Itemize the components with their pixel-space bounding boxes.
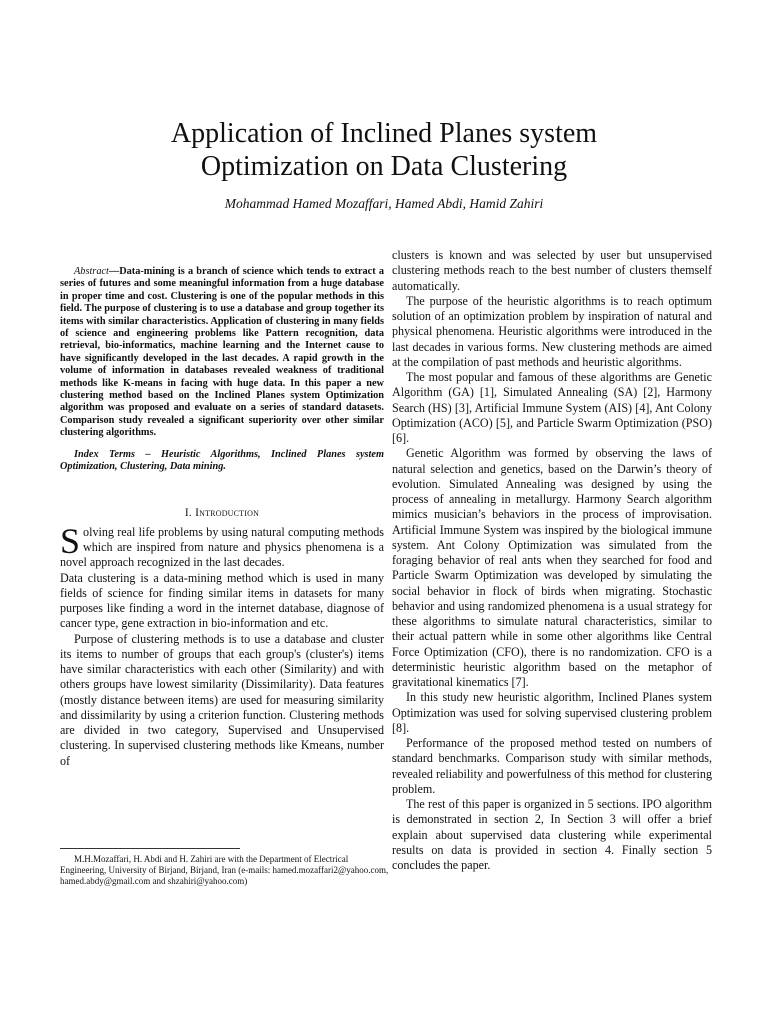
author-list: Mohammad Hamed Mozaffari, Hamed Abdi, Hamid Zahiri xyxy=(224,196,544,211)
intro-paragraph-1-text: olving real life problems by using natural computing methods which are inspired from nature and physics phenomena is a novel approach recognized in the last decades. xyxy=(60,524,384,570)
abstract xyxy=(60,266,384,440)
abstract-label: Abstract xyxy=(74,266,109,277)
right-paragraph-6: Performance of the proposed method tested on numbers of standard benchmarks. Comparison study with similar methods, revealed reliability and powerfulness of this method for clustering problem. xyxy=(392,736,712,796)
right-paragraph-2: The purpose of the heuristic algorithms is to reach optimum solution of an optimization problem by inspiration of natural and physical phenomena. Heuristic algorithms were introduced in the last decades in various forms. New clustering methods are aimed at the compilation of past methods and heuristic algorithms. xyxy=(392,293,712,369)
intro-paragraph-1 xyxy=(60,520,384,571)
index-terms: Index Terms – Heuristic Algorithms, Inclined Planes system Optimization, Clustering, Data mining. xyxy=(60,448,384,473)
intro-paragraph-2: Data clustering is a data-mining method which is used in many fields of science for finding similar items in datasets for many purposes like finding a word in the internet database, diagnose of cancer type, gene extraction in bio-information and etc. xyxy=(60,570,384,631)
footnote-divider xyxy=(60,848,240,849)
title-line-2: Optimization on Data Clustering xyxy=(200,151,568,182)
right-paragraph-4: Genetic Algorithm was formed by observing the laws of natural selection and genetics, based on the Darwin’s theory of evolution. Simulated Annealing was designed by using the process of annealing in metallurgy. Harmony Search algorithm mimics musician’s behaviors in the process of improvisation. Artificial Immune System was inspired by the biological immune system. Ant Colony Optimization was simulated from the foraging behavior of real ants when they searched for food and Particle Swarm Optimization was developed by simulating the social behavior in flock of birds when migrating. Stochastic behavior and using randomized phenomena is a usual strategy for these algorithms to simulate natural characteristics, similar to their actual pattern while in some other algorithms like Central Force Optimization (CFO), there is no randomization. CFO is a deterministic heuristic algorithm based on the metaphor of gravitational kinematics [7]. xyxy=(392,446,712,689)
title-line-1: Application of Inclined Planes system xyxy=(170,118,598,149)
right-paragraph-5: In this study new heuristic algorithm, Inclined Planes system Optimization was used for solving supervised clustering problem [8]. xyxy=(392,690,712,735)
drop-cap: S xyxy=(60,520,81,561)
author-footnote: M.H.Mozaffari, H. Abdi and H. Zahiri are with the Department of Electrical Engineering, University of Birjand, Birjand, Iran (e-mails: hamed.mozaffari2@yahoo.com, hamed.abdy@gmail.com and shzahiri@yahoo.com) xyxy=(60,854,389,887)
right-paragraph-3: The most popular and famous of these algorithms are Genetic Algorithm (GA) [1], Simulated Annealing (SA) [2], Harmony Search (HS) [3], Artificial Immune System (AIS) [4], Ant Colony Optimization (ACO) [5], and Particle Swarm Optimization (PSO) [6]. xyxy=(392,370,712,445)
section-heading-introduction: I. Introduction xyxy=(184,506,260,519)
abstract-text: —Data-mining is a branch of science which tends to extract a series of futures and some meaningful information from a huge database in proper time and cost. Clustering is one of the popular methods in this field. The purpose of clustering is to use a database and group together its items with similar characteristics. Application of clustering in many fields of science and engineering problems like Pattern recognition, data retrieval, bio-informatics, machine learning and the Internet cause to have significantly developed in the last decades. A rapid growth in the volume of information in databases revealed weakness of traditional methods like K-means in facing with huge data. In this paper a new clustering method based on the Inclined Planes system Optimization algorithm was proposed and evaluate on a series of standard datasets. Comparison study revealed a significant superiority over other similar clustering algorithms. xyxy=(60,266,384,439)
left-column xyxy=(60,266,384,769)
paper-title xyxy=(0,117,768,183)
right-column xyxy=(392,248,712,873)
right-paragraph-1: clusters is known and was selected by user but unsupervised clustering methods reach to the best number of clusters themself automatically. xyxy=(392,248,712,293)
right-paragraph-7: The rest of this paper is organized in 5 sections. IPO algorithm is demonstrated in section 2, In Section 3 will offer a brief explain about supervised data clustering while experimental results on data is provided in section 4. Finally section 5 concludes the paper. xyxy=(392,797,712,872)
intro-paragraph-3: Purpose of clustering methods is to use a database and cluster its items to number of groups that each group's (cluster's) items have similar characteristics with each other (Similarity) and with others groups have lowest similarity (Dissimilarity). Data features (mostly distance between items) are used for measuring similarity and dissimilarity by using a criterion function. Clustering methods are divided in two category, Supervised and Unsupervised clustering. In supervised clustering methods like Kmeans, number of xyxy=(60,631,384,768)
